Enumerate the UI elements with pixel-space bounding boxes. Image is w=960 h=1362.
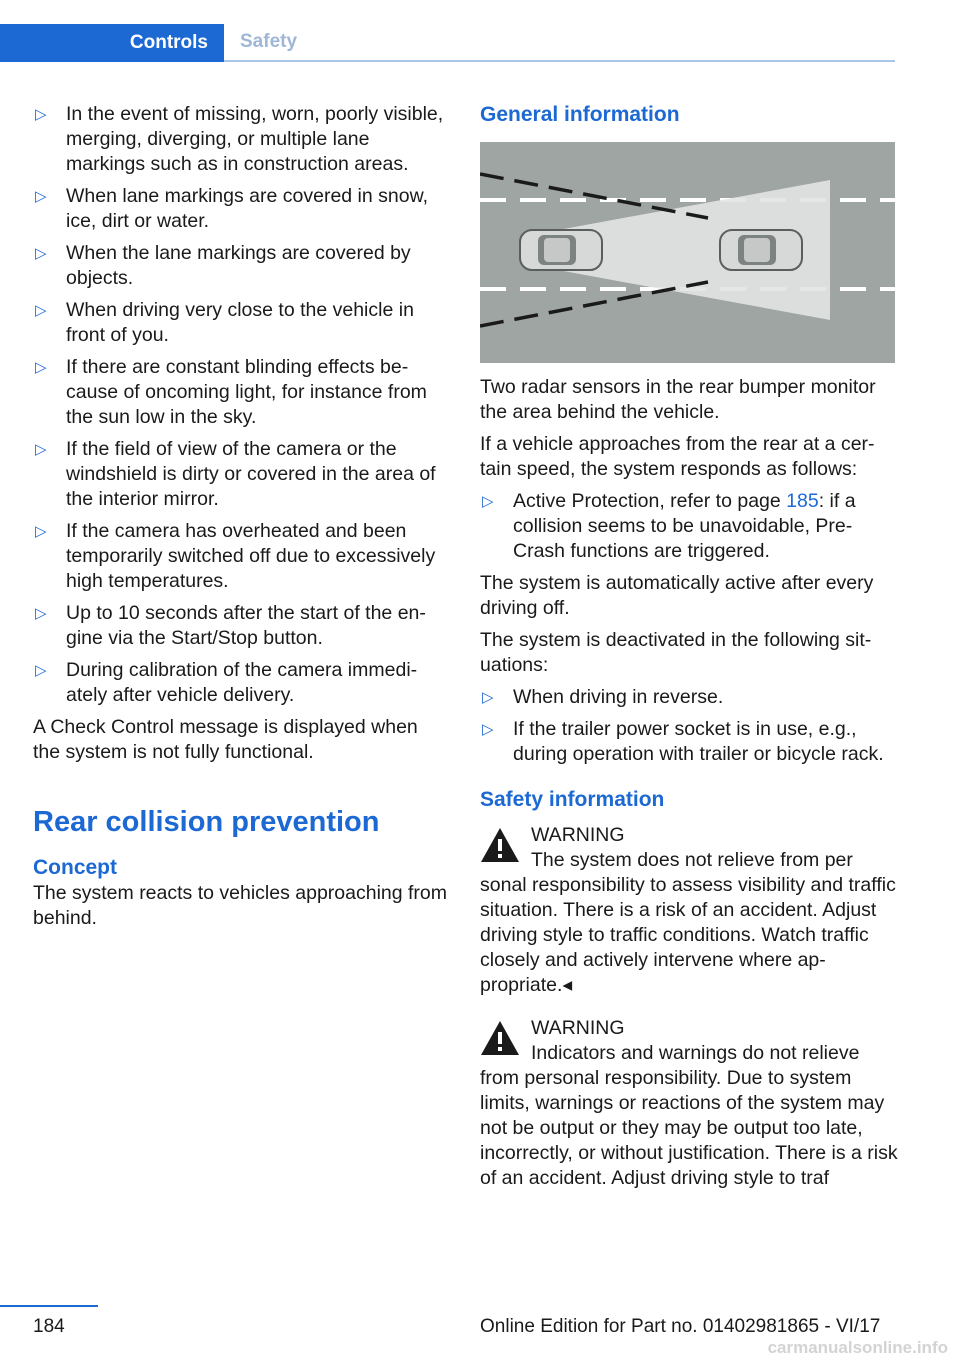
watermark: carmanualsonline.info — [767, 1338, 948, 1357]
list-item: ▷ If there are constant blinding effects because of oncoming light, for instance from the sun low in the sky. — [35, 356, 427, 428]
radar-text: Two radar sensors in the rear bumper monitor the area behind the vehicle. — [480, 376, 876, 423]
header-tabs — [0, 24, 895, 62]
section-title: Rear collision prevention — [33, 806, 380, 838]
warning-block — [480, 823, 898, 998]
list-item: ▷ Up to 10 seconds after the start of the engine via the Start/Stop button. — [35, 602, 426, 649]
radar-coverage-diagram — [480, 142, 895, 363]
triangle-bullet-icon: ▷ — [35, 106, 47, 123]
right-column — [480, 102, 898, 1209]
warning-title: WARNING — [531, 824, 625, 846]
list-item: ▷ If the camera has overheated and been temporarily switched off due to excessively high temperatures. — [35, 520, 436, 592]
approach-text: If a vehicle approaches from the rear at a certain speed, the system responds as follows: — [480, 433, 875, 480]
list-item: ▷ Active Protection, refer to page 185: if a collision seems to be unavoidable, Pre-Crash functions are triggered. — [482, 490, 856, 562]
auto-active-text: The system is automatically active after every driving off. — [480, 572, 874, 619]
general-info-heading: General information — [480, 103, 680, 126]
tab-controls[interactable]: Controls — [0, 24, 224, 62]
list-item: ▷ When the lane markings are covered by objects. — [35, 242, 411, 289]
triangle-bullet-icon: ▷ — [35, 302, 47, 319]
warning-block — [480, 1016, 898, 1191]
triangle-bullet-icon: ▷ — [35, 605, 47, 622]
warning-lead: Indicators and warnings do not relieve — [531, 1042, 860, 1064]
limitations-list — [33, 102, 448, 708]
triangle-bullet-icon: ▷ — [35, 523, 47, 540]
list-item: ▷ During calibration of the camera immediately after vehicle delivery. — [35, 659, 418, 706]
triangle-bullet-icon: ▷ — [35, 359, 47, 376]
safety-info-heading: Safety information — [480, 788, 665, 811]
concept-text: The system reacts to vehicles approaching from behind. — [33, 882, 448, 929]
warning-text: from personal responsibility. Due to system limits, warnings or reactions of the system may not be output or they may be output too late, incorrectly, or without justification. There is a risk of an accident. Adjust driving style to traf — [480, 1067, 898, 1189]
deactivation-list — [480, 685, 898, 767]
left-column — [33, 102, 448, 938]
list-item: ▷ When driving very close to the vehicle in front of you. — [35, 299, 414, 346]
concept-heading: Concept — [33, 856, 117, 879]
warning-title: WARNING — [531, 1017, 625, 1039]
warning-text: sonal responsibility to assess visibility and traffic situation. There is a risk of an accident. Adjust driving style to traffic conditions. Watch traffic closely and actively intervene where appropriate.◂ — [480, 874, 896, 996]
list-item: ▷ If the trailer power socket is in use, e.g., during operation with trailer or bicycle rack. — [482, 718, 884, 765]
radar-illustration — [480, 142, 895, 363]
triangle-bullet-icon: ▷ — [35, 245, 47, 262]
response-list — [480, 489, 898, 564]
tab-safety[interactable]: Safety — [240, 31, 298, 52]
warning-lead: The system does not relieve from per — [531, 849, 853, 871]
list-item: ▷ When lane markings are covered in snow, ice, dirt or water. — [35, 185, 429, 232]
triangle-bullet-icon: ▷ — [35, 441, 47, 458]
page-number-rule — [0, 1305, 98, 1307]
page-link[interactable]: 185 — [786, 490, 819, 512]
deactivated-text: The system is deactivated in the following situations: — [480, 629, 872, 676]
warning-triangle-icon — [480, 827, 520, 863]
triangle-bullet-icon: ▷ — [482, 493, 494, 510]
edition-footer: Online Edition for Part no. 01402981865 - VI/17 — [480, 1316, 881, 1337]
triangle-bullet-icon: ▷ — [482, 689, 494, 706]
warning-triangle-icon — [480, 1020, 520, 1056]
list-item: ▷ If the field of view of the camera or the windshield is dirty or covered in the area of the interior mirror. — [35, 438, 436, 510]
triangle-bullet-icon: ▷ — [35, 662, 47, 679]
vehicle-ego-icon — [520, 230, 602, 270]
list-item: ▷ In the event of missing, worn, poorly visible, merging, diverging, or multiple lane markings such as in construction areas. — [35, 103, 444, 175]
triangle-bullet-icon: ▷ — [482, 721, 494, 738]
triangle-bullet-icon: ▷ — [35, 188, 47, 205]
vehicle-approaching-icon — [720, 230, 802, 270]
page-number: 184 — [33, 1316, 65, 1337]
check-control-text: A Check Control message is displayed when the system is not fully functional. — [33, 716, 418, 763]
list-item: ▷ When driving in reverse. — [482, 686, 724, 708]
